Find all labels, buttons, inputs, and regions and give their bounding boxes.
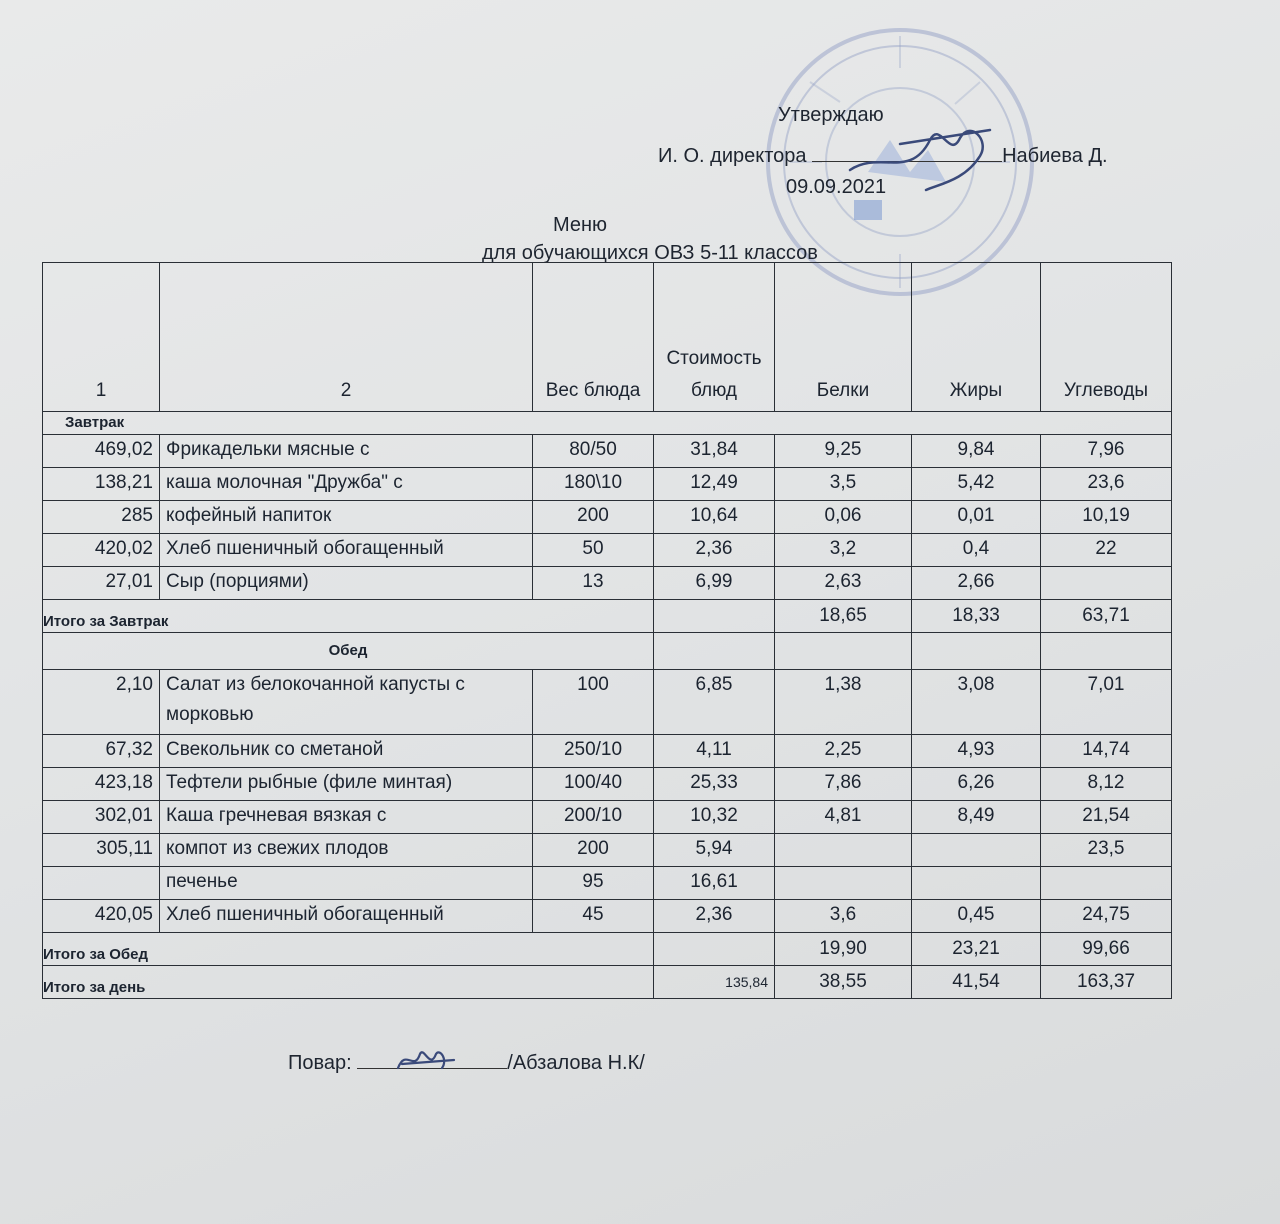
menu-subtitle: для обучающихся ОВЗ 5-11 классов (482, 242, 818, 264)
dish-carbs: 10,19 (1041, 501, 1172, 534)
dish-carbs (1041, 567, 1172, 600)
dish-name: Фрикадельки мясные с (160, 435, 533, 468)
dish-cost: 2,36 (654, 534, 775, 567)
header-col-2: 2 (160, 263, 533, 412)
day-total-proteins: 38,55 (775, 966, 912, 999)
lunch-empty-cell (912, 633, 1041, 670)
dish-weight: 95 (533, 867, 654, 900)
table-row (43, 834, 1172, 867)
lunch-total-proteins: 19,90 (775, 933, 912, 966)
lunch-label: Обед (43, 633, 654, 670)
dish-name: каша молочная "Дружба" с (160, 468, 533, 501)
dish-weight: 100 (533, 670, 654, 735)
recipe-number: 67,32 (43, 735, 160, 768)
dish-weight: 80/50 (533, 435, 654, 468)
dish-proteins (775, 867, 912, 900)
day-total-carbs: 163,37 (1041, 966, 1172, 999)
recipe-number: 285 (43, 501, 160, 534)
director-name: Набиева Д. (1002, 145, 1108, 167)
dish-proteins: 7,86 (775, 768, 912, 801)
recipe-number: 423,18 (43, 768, 160, 801)
dish-fats: 9,84 (912, 435, 1041, 468)
dish-cost: 10,32 (654, 801, 775, 834)
dish-proteins (775, 834, 912, 867)
lunch-total-carbs: 99,66 (1041, 933, 1172, 966)
dish-carbs: 14,74 (1041, 735, 1172, 768)
menu-title: Меню (552, 214, 608, 236)
approval-date: 09.09.2021 (786, 176, 887, 198)
dish-weight: 100/40 (533, 768, 654, 801)
table-header-row (43, 263, 1172, 412)
dish-carbs (1041, 867, 1172, 900)
recipe-number (43, 867, 160, 900)
recipe-number: 138,21 (43, 468, 160, 501)
dish-name: компот из свежих плодов (160, 834, 533, 867)
breakfast-total-proteins: 18,65 (775, 600, 912, 633)
dish-cost: 31,84 (654, 435, 775, 468)
dish-fats (912, 834, 1041, 867)
breakfast-total-carbs: 63,71 (1041, 600, 1172, 633)
header-cost: Стоимость блюд (654, 263, 775, 412)
dish-name: Хлеб пшеничный обогащенный (160, 900, 533, 933)
dish-cost: 6,85 (654, 670, 775, 735)
dish-proteins: 2,63 (775, 567, 912, 600)
dish-carbs: 8,12 (1041, 768, 1172, 801)
table-row (43, 900, 1172, 933)
dish-proteins: 9,25 (775, 435, 912, 468)
breakfast-total-label: Итого за Завтрак (43, 600, 654, 633)
day-total-row (43, 966, 1172, 999)
lunch-total-row (43, 933, 1172, 966)
dish-weight: 200 (533, 501, 654, 534)
breakfast-section-row (43, 412, 1172, 435)
header-carbs: Углеводы (1041, 263, 1172, 412)
table-row (43, 468, 1172, 501)
dish-cost: 5,94 (654, 834, 775, 867)
cook-name: /Абзалова Н.К/ (507, 1052, 645, 1074)
recipe-number: 420,02 (43, 534, 160, 567)
breakfast-total-row (43, 600, 1172, 633)
breakfast-label: Завтрак (43, 412, 1172, 435)
dish-proteins: 0,06 (775, 501, 912, 534)
acting-director-label: И. О. директора (658, 145, 807, 167)
dish-cost: 4,11 (654, 735, 775, 768)
header-proteins: Белки (775, 263, 912, 412)
lunch-empty-cell (654, 633, 775, 670)
table-row (43, 567, 1172, 600)
dish-carbs: 7,96 (1041, 435, 1172, 468)
dish-cost: 12,49 (654, 468, 775, 501)
dish-proteins: 2,25 (775, 735, 912, 768)
recipe-number: 420,05 (43, 900, 160, 933)
approve-label: Утверждаю (778, 104, 884, 126)
lunch-total-fats: 23,21 (912, 933, 1041, 966)
table-row (43, 735, 1172, 768)
dish-proteins: 3,6 (775, 900, 912, 933)
dish-fats: 0,4 (912, 534, 1041, 567)
dish-fats (912, 867, 1041, 900)
recipe-number: 27,01 (43, 567, 160, 600)
dish-name: Свекольник со сметаной (160, 735, 533, 768)
director-signature (840, 110, 1010, 200)
dish-cost: 16,61 (654, 867, 775, 900)
table-row (43, 435, 1172, 468)
dish-cost: 25,33 (654, 768, 775, 801)
dish-name: печенье (160, 867, 533, 900)
lunch-empty-cell (1041, 633, 1172, 670)
recipe-number: 302,01 (43, 801, 160, 834)
table-row (43, 534, 1172, 567)
dish-fats: 8,49 (912, 801, 1041, 834)
cook-label: Повар: (288, 1052, 352, 1074)
dish-cost: 10,64 (654, 501, 775, 534)
dish-fats: 3,08 (912, 670, 1041, 735)
table-row (43, 768, 1172, 801)
dish-weight: 200 (533, 834, 654, 867)
cook-signature (392, 1042, 462, 1076)
recipe-number: 2,10 (43, 670, 160, 735)
lunch-total-cost (654, 933, 775, 966)
cook-signature-line (288, 1050, 645, 1075)
dish-fats: 0,45 (912, 900, 1041, 933)
dish-weight: 200/10 (533, 801, 654, 834)
dish-weight: 50 (533, 534, 654, 567)
dish-weight: 13 (533, 567, 654, 600)
dish-fats: 2,66 (912, 567, 1041, 600)
dish-carbs: 24,75 (1041, 900, 1172, 933)
dish-cost: 2,36 (654, 900, 775, 933)
dish-name: Хлеб пшеничный обогащенный (160, 534, 533, 567)
dish-fats: 0,01 (912, 501, 1041, 534)
dish-carbs: 22 (1041, 534, 1172, 567)
day-total-label: Итого за день (43, 966, 654, 999)
table-row (43, 670, 1172, 735)
recipe-number: 305,11 (43, 834, 160, 867)
breakfast-total-cost (654, 600, 775, 633)
dish-name: Сыр (порциями) (160, 567, 533, 600)
dish-carbs: 23,6 (1041, 468, 1172, 501)
lunch-section-row (43, 633, 1172, 670)
dish-weight: 250/10 (533, 735, 654, 768)
header-weight: Вес блюда (533, 263, 654, 412)
dish-name: кофейный напиток (160, 501, 533, 534)
dish-cost: 6,99 (654, 567, 775, 600)
dish-carbs: 21,54 (1041, 801, 1172, 834)
dish-proteins: 1,38 (775, 670, 912, 735)
header-fats: Жиры (912, 263, 1041, 412)
day-total-cost: 135,84 (654, 966, 775, 999)
table-row (43, 501, 1172, 534)
header-col-1: 1 (43, 263, 160, 412)
dish-proteins: 3,2 (775, 534, 912, 567)
dish-carbs: 23,5 (1041, 834, 1172, 867)
breakfast-total-fats: 18,33 (912, 600, 1041, 633)
lunch-empty-cell (775, 633, 912, 670)
dish-name: Тефтели рыбные (филе минтая) (160, 768, 533, 801)
dish-proteins: 4,81 (775, 801, 912, 834)
dish-carbs: 7,01 (1041, 670, 1172, 735)
dish-weight: 45 (533, 900, 654, 933)
dish-fats: 5,42 (912, 468, 1041, 501)
dish-name: Каша гречневая вязкая с (160, 801, 533, 834)
menu-table (42, 262, 1172, 999)
table-row (43, 801, 1172, 834)
day-total-fats: 41,54 (912, 966, 1041, 999)
lunch-total-label: Итого за Обед (43, 933, 654, 966)
dish-fats: 4,93 (912, 735, 1041, 768)
dish-fats: 6,26 (912, 768, 1041, 801)
dish-proteins: 3,5 (775, 468, 912, 501)
dish-name: Салат из белокочанной капусты с морковью (160, 670, 533, 735)
recipe-number: 469,02 (43, 435, 160, 468)
table-row (43, 867, 1172, 900)
dish-weight: 180\10 (533, 468, 654, 501)
